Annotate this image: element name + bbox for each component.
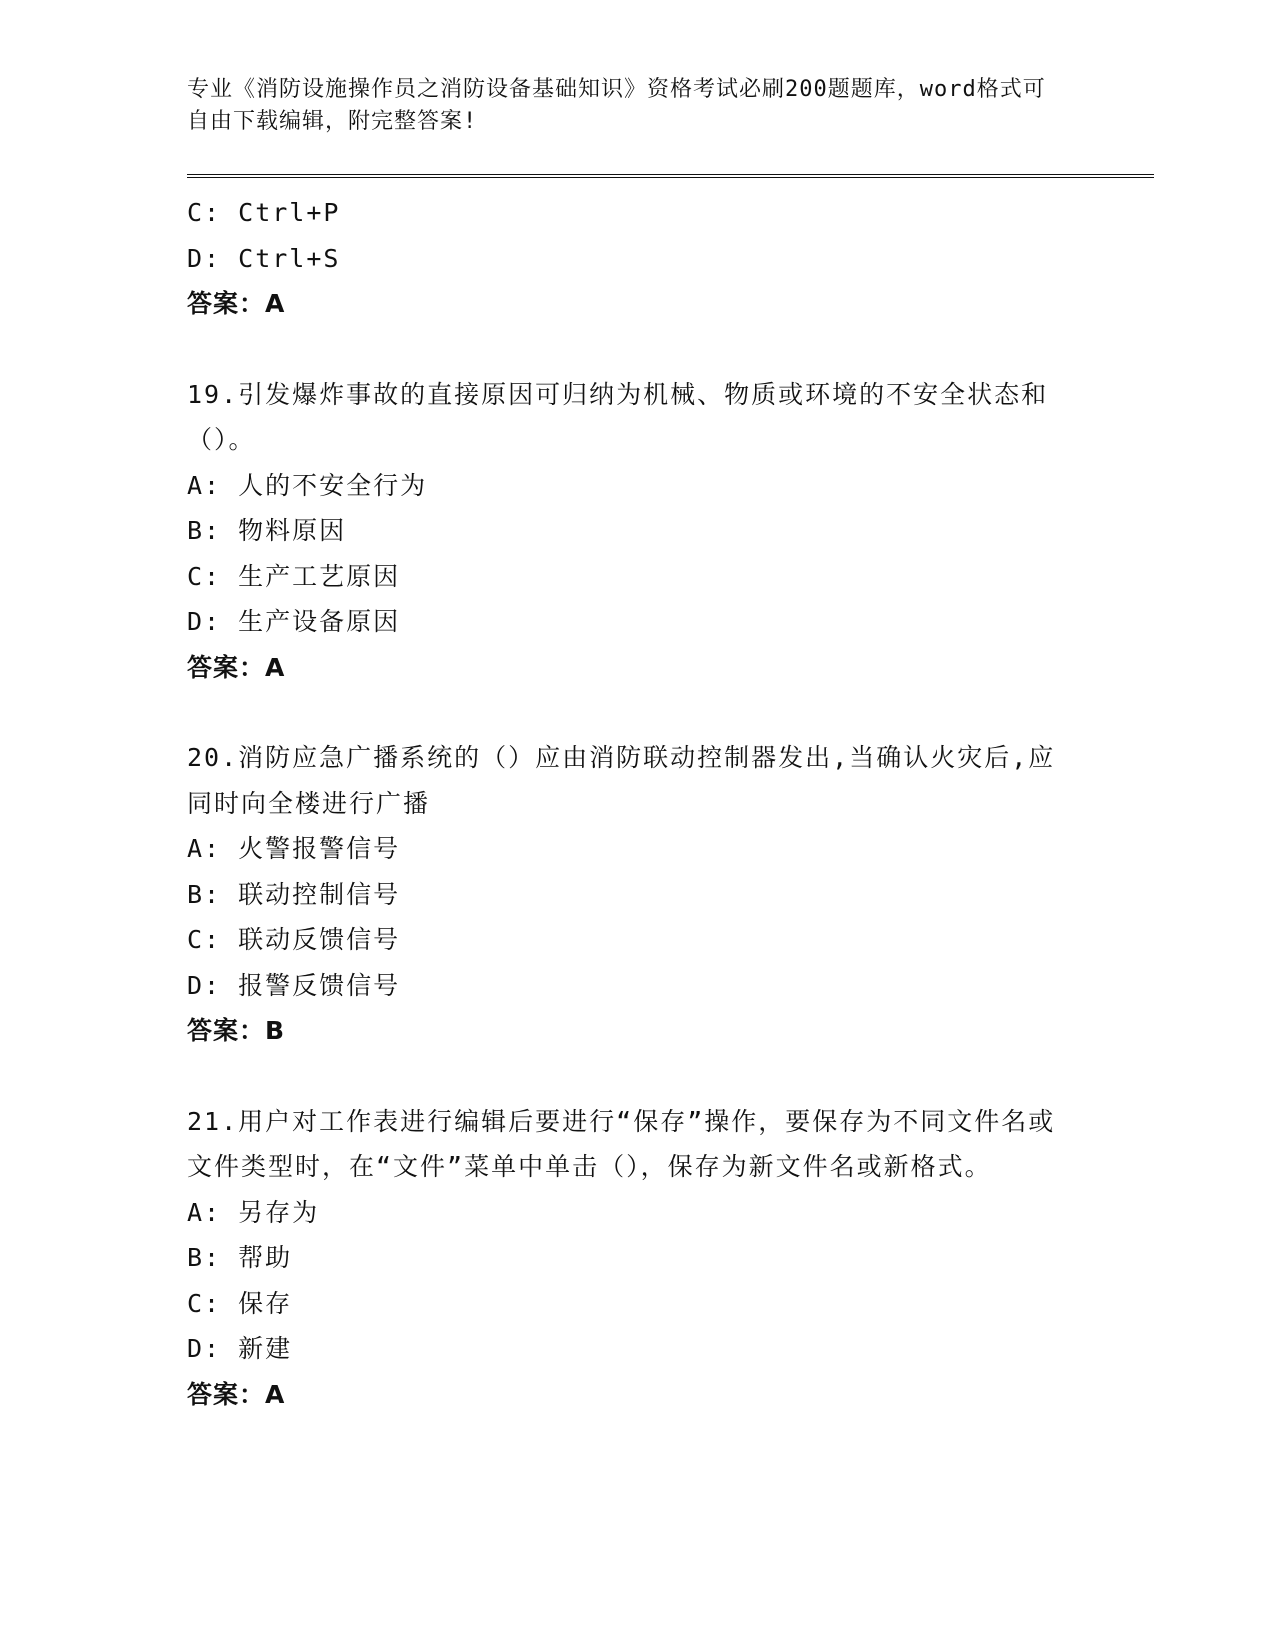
option-d: D: 新建 xyxy=(187,1334,293,1363)
previous-question-tail xyxy=(187,190,1157,327)
document-header: 专业《消防设施操作员之消防设备基础知识》资格考试必刷200题题库，word格式可自由下载编辑，附完整答案! xyxy=(187,77,1046,134)
question-text: 21.用户对工作表进行编辑后要进行“保存”操作，要保存为不同文件名或文件类型时，在“文件”菜单中单击（），保存为新文件名或新格式。 xyxy=(187,1106,1056,1181)
question-text: 19.引发爆炸事故的直接原因可归纳为机械、物质或环境的不安全状态和（）。 xyxy=(187,379,1049,454)
option-d: D: 报警反馈信号 xyxy=(187,970,401,1000)
option-c: C: Ctrl+P xyxy=(187,198,341,227)
question-19 xyxy=(187,372,1157,691)
option-a: A: 人的不安全行为 xyxy=(187,470,428,500)
question-text: 20.消防应急广播系统的（）应由消防联动控制器发出,当确认火灾后,应同时向全楼进行广播 xyxy=(187,743,1056,818)
document-page xyxy=(187,74,1157,1417)
option-b: B: 物料原因 xyxy=(187,516,347,545)
answer-line: 答案：A xyxy=(187,1379,286,1409)
option-a: A: 火警报警信号 xyxy=(187,834,401,863)
option-c: C: 生产工艺原因 xyxy=(187,561,401,591)
option-d: D: Ctrl+S xyxy=(187,243,341,273)
header-divider xyxy=(187,174,1154,178)
option-c: C: 联动反馈信号 xyxy=(187,925,401,954)
option-a: A: 另存为 xyxy=(187,1197,320,1227)
option-c: C: 保存 xyxy=(187,1288,293,1318)
question-21 xyxy=(187,1099,1157,1418)
option-d: D: 生产设备原因 xyxy=(187,607,401,636)
option-b: B: 帮助 xyxy=(187,1243,293,1272)
question-20 xyxy=(187,735,1157,1054)
answer-line: 答案：A xyxy=(187,652,286,682)
answer-line: 答案：B xyxy=(187,1016,286,1045)
answer-line: 答案：A xyxy=(187,289,286,318)
option-b: B: 联动控制信号 xyxy=(187,879,401,909)
